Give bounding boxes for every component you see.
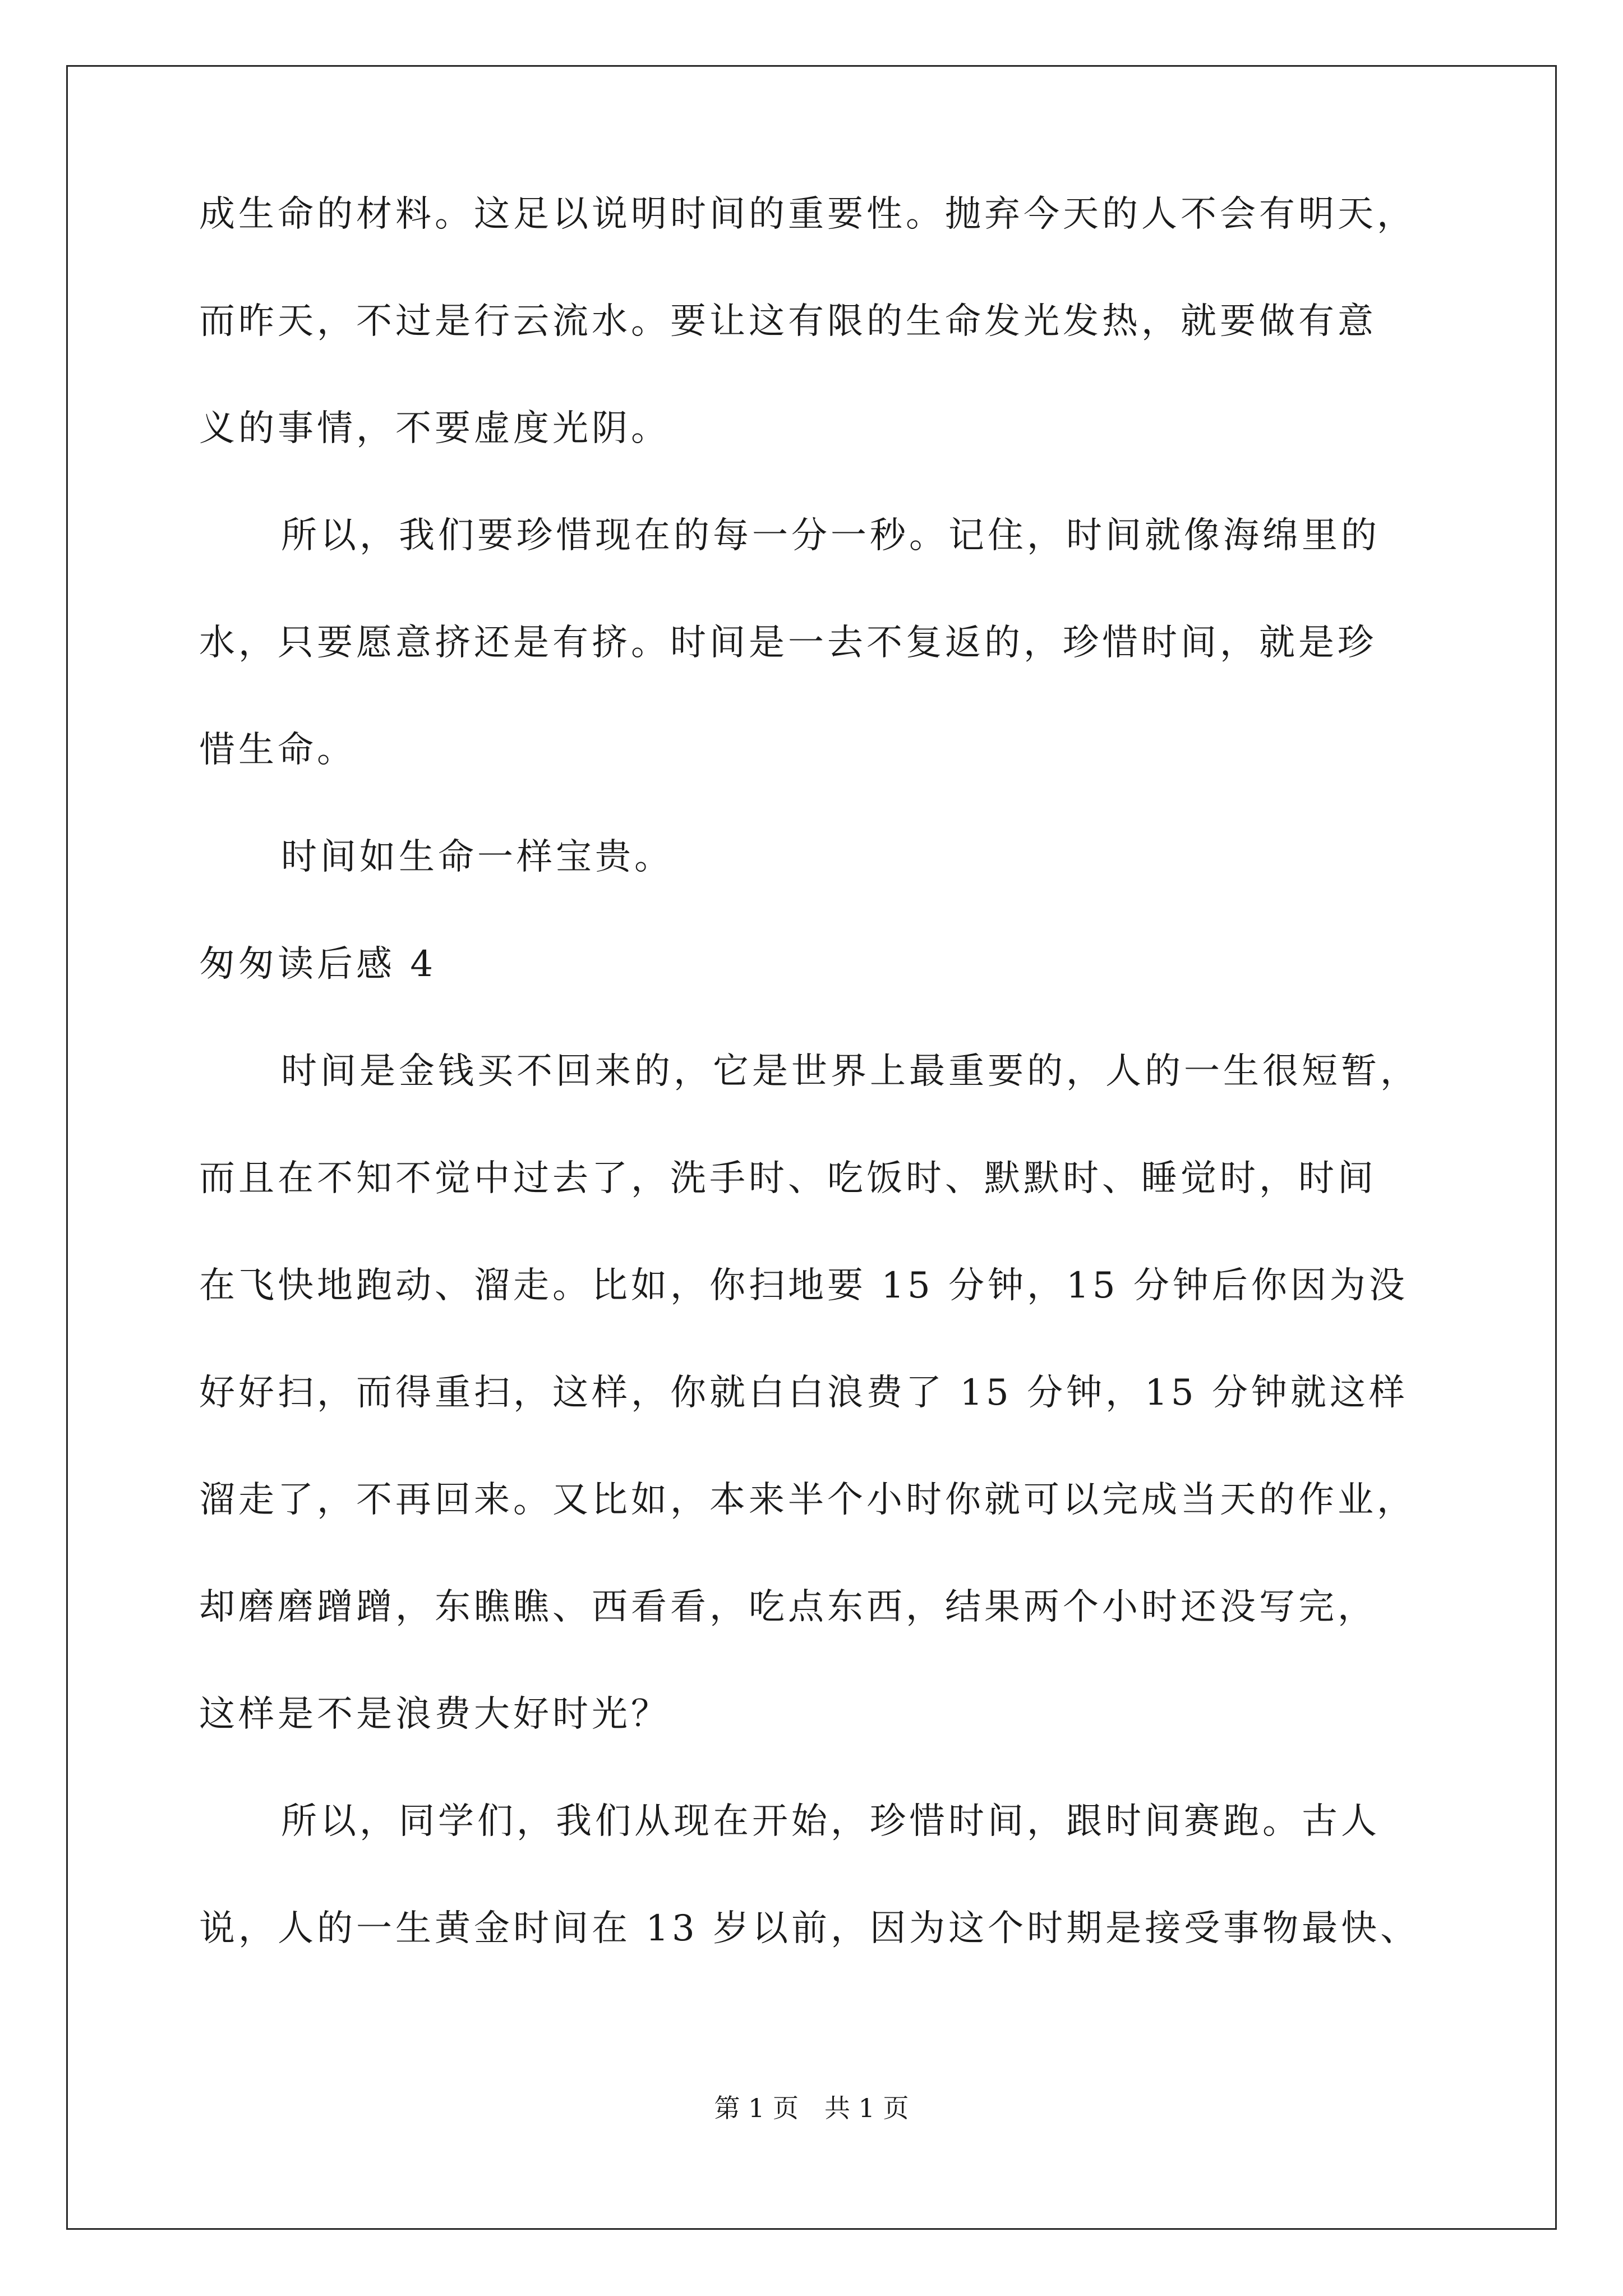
text-line: 惜生命。 — [199, 729, 356, 771]
text-line: 时间是金钱买不回来的，它是世界上最重要的，人的一生很短暂， — [281, 1051, 1419, 1092]
text-line: 溜走了，不再回来。又比如，本来半个小时你就可以完成当天的作业， — [199, 1479, 1416, 1521]
section-heading: 匆匆读后感 4 — [199, 944, 437, 985]
page-footer: 第 1 页 共 1 页 — [714, 2093, 909, 2123]
text-line: 在飞快地跑动、溜走。比如，你扫地要 15 分钟，15 分钟后你因为没 — [199, 1265, 1408, 1306]
text-line: 说，人的一生黄金时间在 13 岁以前，因为这个时期是接受事物最快、 — [199, 1908, 1420, 1949]
text-line: 而昨天，不过是行云流水。要让这有限的生命发光发热，就要做有意 — [199, 301, 1377, 342]
text-line: 成生命的材料。这足以说明时间的重要性。抛弃今天的人不会有明天， — [199, 194, 1416, 235]
text-line: 而且在不知不觉中过去了，洗手时、吃饭时、默默时、睡觉时，时间 — [199, 1158, 1377, 1199]
text-line: 所以，同学们，我们从现在开始，珍惜时间，跟时间赛跑。古人 — [281, 1801, 1380, 1842]
text-line: 好好扫，而得重扫，这样，你就白白浪费了 15 分钟，15 分钟就这样 — [199, 1372, 1408, 1414]
document-body — [199, 196, 1433, 2018]
text-line: 水，只要愿意挤还是有挤。时间是一去不复返的，珍惜时间，就是珍 — [199, 622, 1377, 664]
text-line: 义的事情，不要虚度光阴。 — [199, 408, 670, 449]
text-line: 时间如生命一样宝贵。 — [281, 836, 674, 878]
text-line: 所以，我们要珍惜现在的每一分一秒。记住，时间就像海绵里的 — [281, 515, 1380, 556]
text-line: 这样是不是浪费大好时光？ — [199, 1694, 670, 1735]
text-line: 却磨磨蹭蹭，东瞧瞧、西看看，吃点东西，结果两个小时还没写完， — [199, 1586, 1377, 1628]
